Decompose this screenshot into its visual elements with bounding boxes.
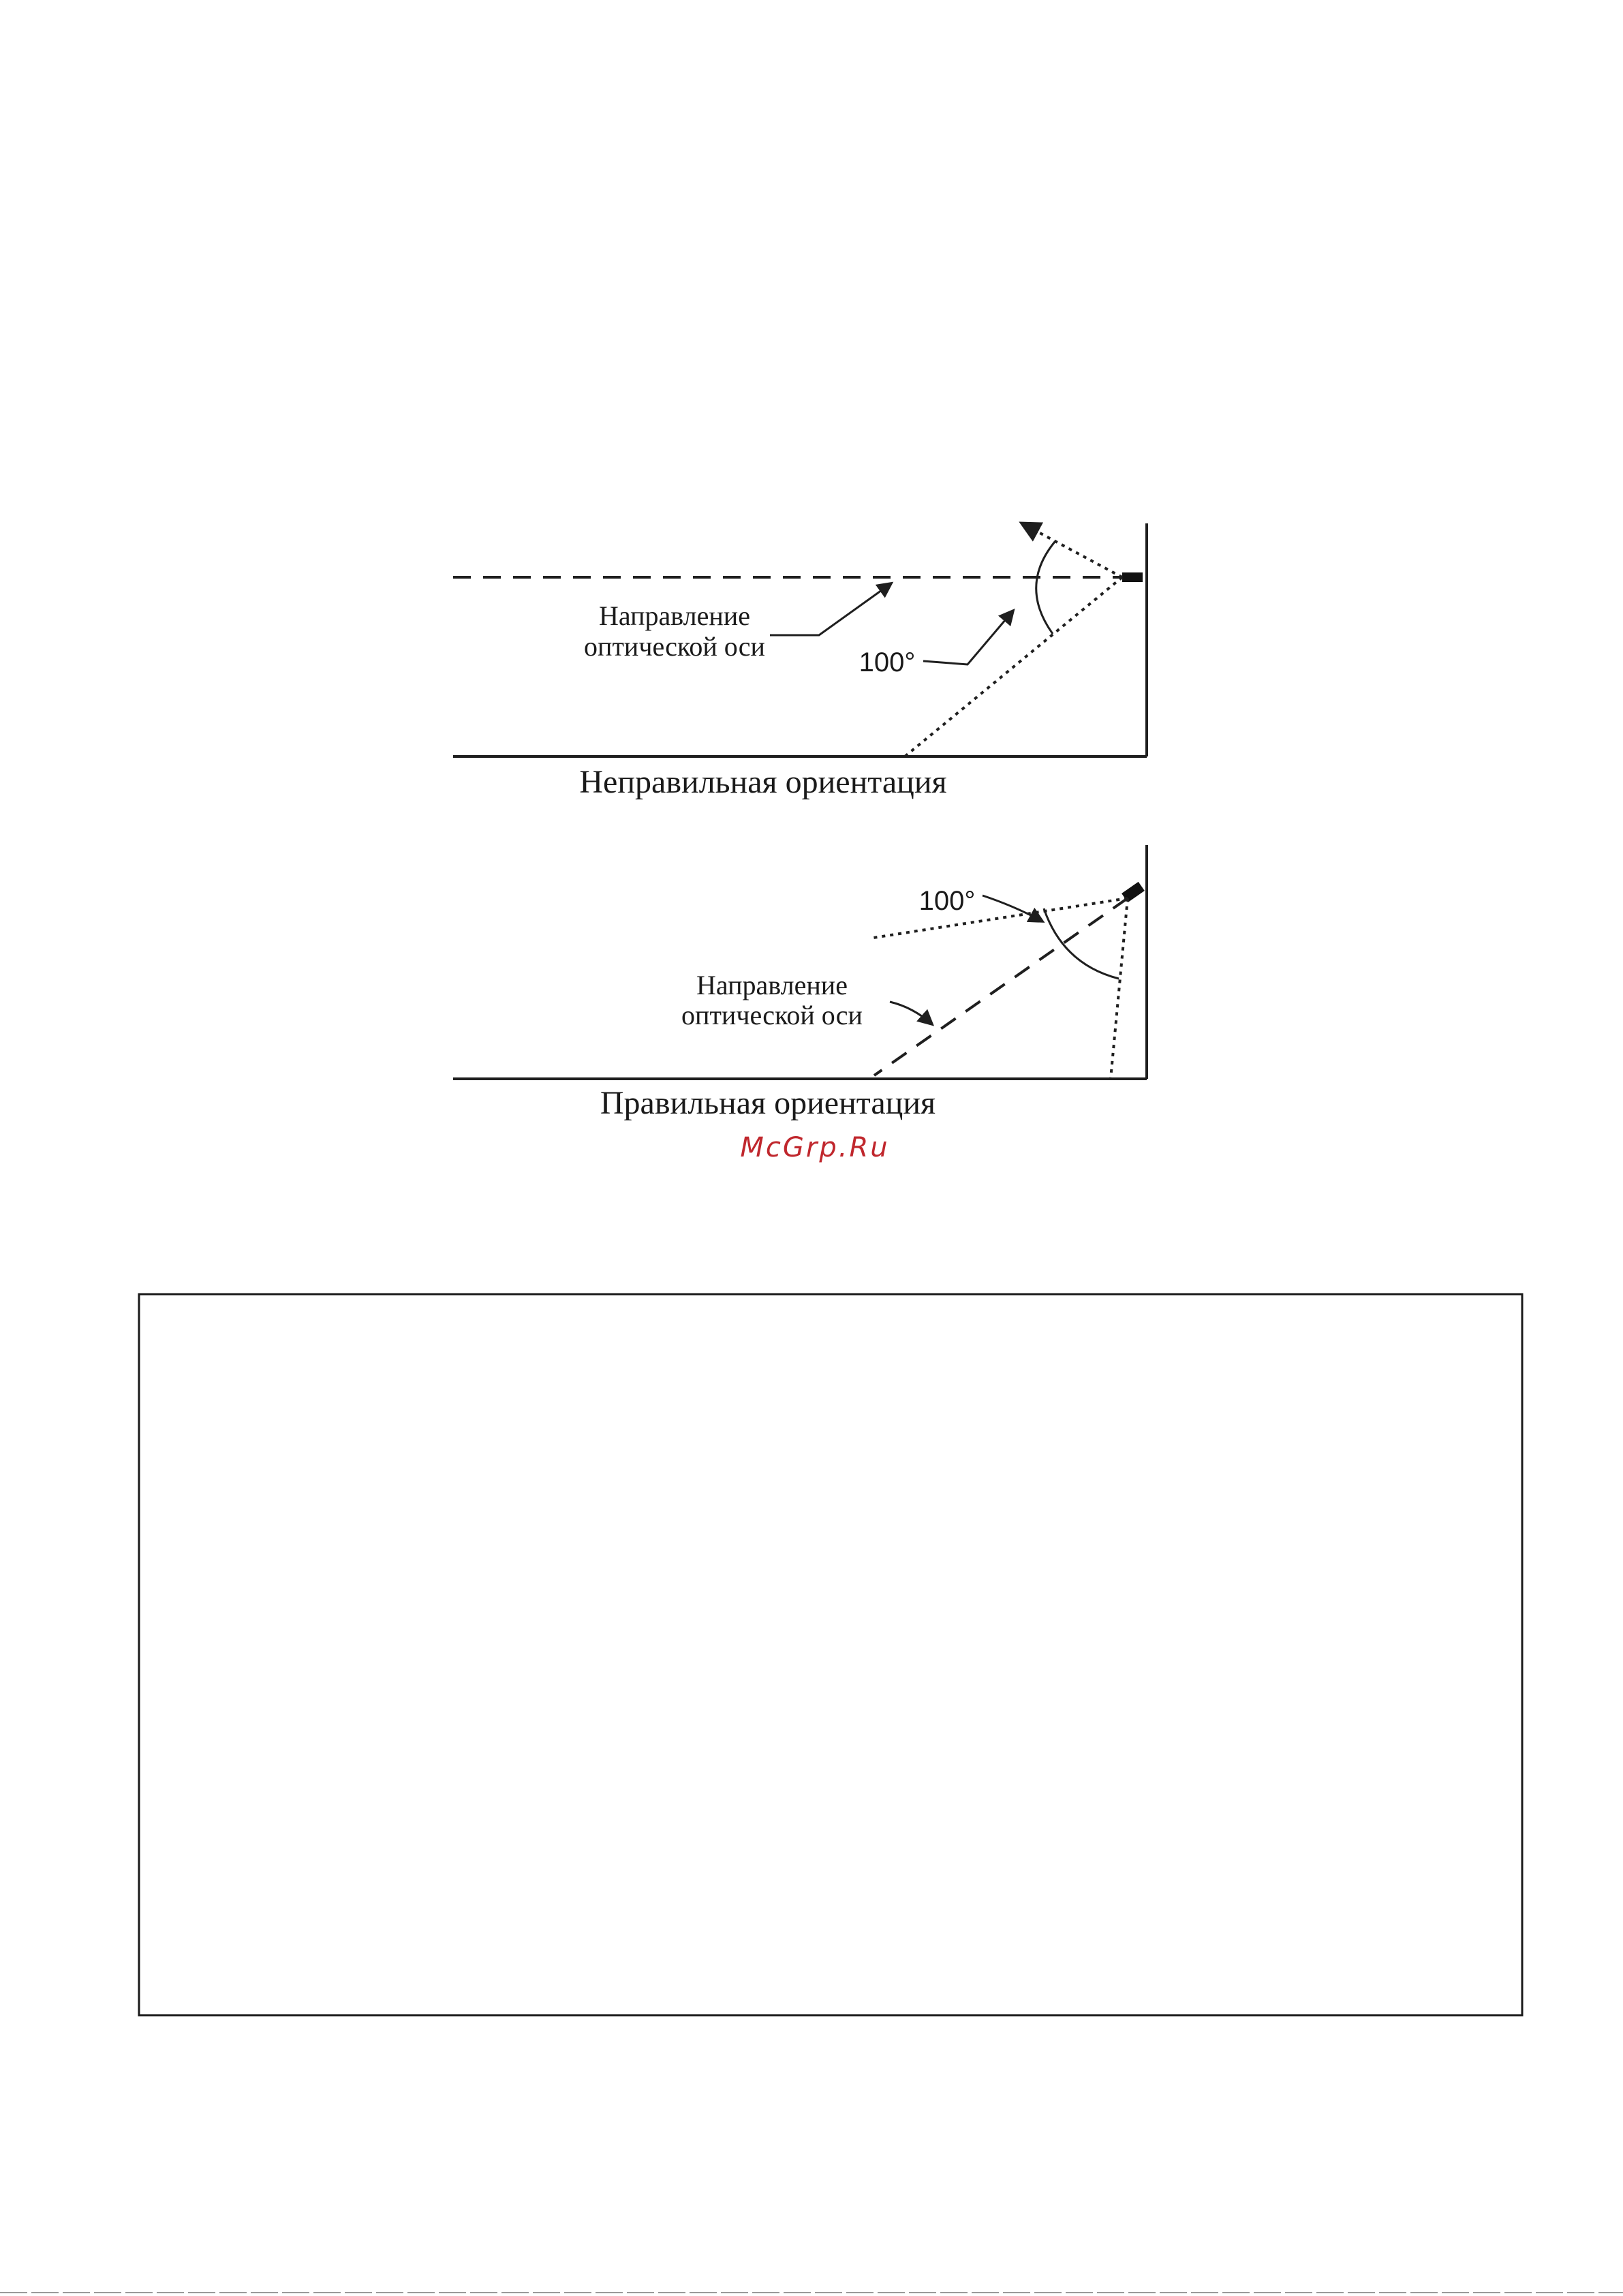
axis-label-line2: оптической оси <box>584 631 765 662</box>
angle-label: 100° <box>859 647 916 677</box>
caption-wrong-orientation: Неправильная ориентация <box>579 764 947 800</box>
diagram-wrong-orientation <box>453 523 1147 800</box>
angle-arc <box>1036 542 1055 634</box>
watermark-text: McGrp.Ru <box>740 1132 890 1163</box>
axis-label-line2: оптической оси <box>681 1000 863 1030</box>
field-lower-boundary <box>1111 898 1128 1079</box>
field-lower-boundary <box>905 577 1122 756</box>
field-upper-boundary <box>874 898 1128 938</box>
axis-leader-arrow <box>770 583 891 635</box>
optical-axis-line <box>874 898 1128 1075</box>
diagram-correct-orientation <box>453 845 1147 1121</box>
field-upper-boundary <box>1022 523 1122 577</box>
axis-label-line1: Направление <box>696 970 848 1000</box>
axis-leader-arrow <box>890 1002 932 1024</box>
empty-frame-box <box>139 1294 1522 2015</box>
angle-label: 100° <box>918 886 976 916</box>
angle-arc <box>1044 908 1119 979</box>
caption-correct-orientation: Правильная ориентация <box>600 1085 936 1121</box>
detector-icon <box>1122 572 1143 582</box>
angle-leader-arrow <box>923 611 1013 664</box>
axis-label-line1: Направление <box>599 600 750 631</box>
